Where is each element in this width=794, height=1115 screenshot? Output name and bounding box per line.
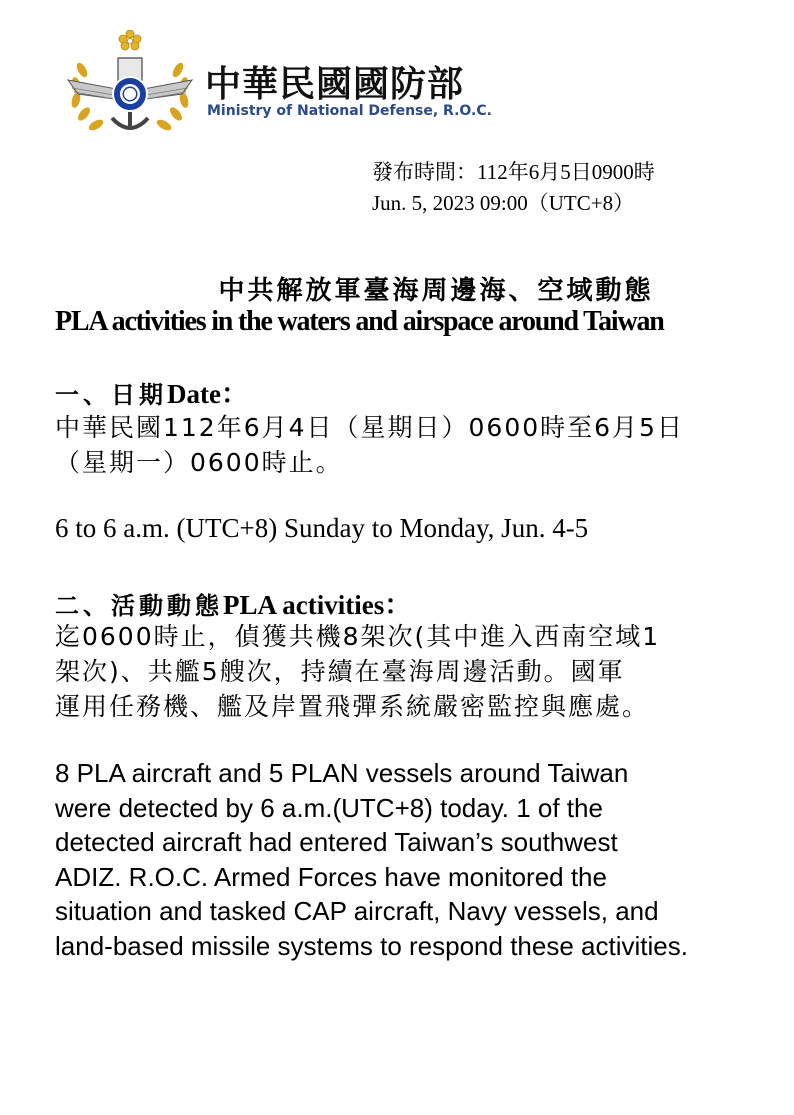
section1-heading xyxy=(55,372,248,411)
release-time-zh: 發布時間：112年6月5日0900時 xyxy=(372,160,655,184)
section2-heading-zh: 二、活動動態 xyxy=(55,592,223,620)
section1-body-en: 6 to 6 a.m. (UTC+8) Sunday to Monday, Jun. 4-5 xyxy=(55,513,589,543)
section2-heading-en: PLA activities： xyxy=(223,590,412,620)
organization-name-zh: 中華民國國防部 xyxy=(205,64,465,105)
mnd-emblem-logo xyxy=(60,30,200,140)
section1-heading-en: Date： xyxy=(167,379,248,409)
section2-en-line: detected aircraft had entered Taiwan’s southwest xyxy=(55,827,618,857)
organization-name-en: Ministry of National Defense, R.O.C. xyxy=(207,103,492,119)
section2-en-line: ADIZ. R.O.C. Armed Forces have monitored the xyxy=(55,861,607,892)
section2-body-en xyxy=(55,756,755,963)
section2-zh-line3: 運用任務機、艦及岸置飛彈系統嚴密監控與應處。 xyxy=(55,692,650,721)
section1-heading-zh: 一、日期 xyxy=(55,381,167,409)
section2-en-line: land-based missile systems to respond these activities. xyxy=(55,930,688,961)
document-title-zh: 中共解放軍臺海周邊海、空域動態 xyxy=(218,276,654,306)
release-time xyxy=(372,157,655,219)
section2-heading xyxy=(55,583,411,622)
section1-zh-line2: （星期一）0600時止。 xyxy=(55,448,343,477)
section2-en-line: were detected by 6 a.m.(UTC+8) today. 1 of the xyxy=(55,792,603,823)
section1-body-zh xyxy=(55,410,755,480)
document-title-en: PLA activities in the waters and airspace around Taiwan xyxy=(55,306,664,337)
section1-zh-line1: 中華民國112年6月4日（星期日）0600時至6月5日 xyxy=(55,413,684,442)
section2-zh-line1: 迄0600時止，偵獲共機8架次(其中進入西南空域1 xyxy=(55,622,661,651)
section2-zh-line2: 架次)、共艦5艘次，持續在臺海周邊活動。國軍 xyxy=(55,657,625,686)
section2-en-line: situation and tasked CAP aircraft, Navy vessels, and xyxy=(55,896,659,926)
section2-body-zh xyxy=(55,619,755,724)
section2-en-line: 8 PLA aircraft and 5 PLAN vessels around Taiwan xyxy=(55,758,629,788)
release-time-en: Jun. 5, 2023 09:00（UTC+8） xyxy=(372,191,635,215)
